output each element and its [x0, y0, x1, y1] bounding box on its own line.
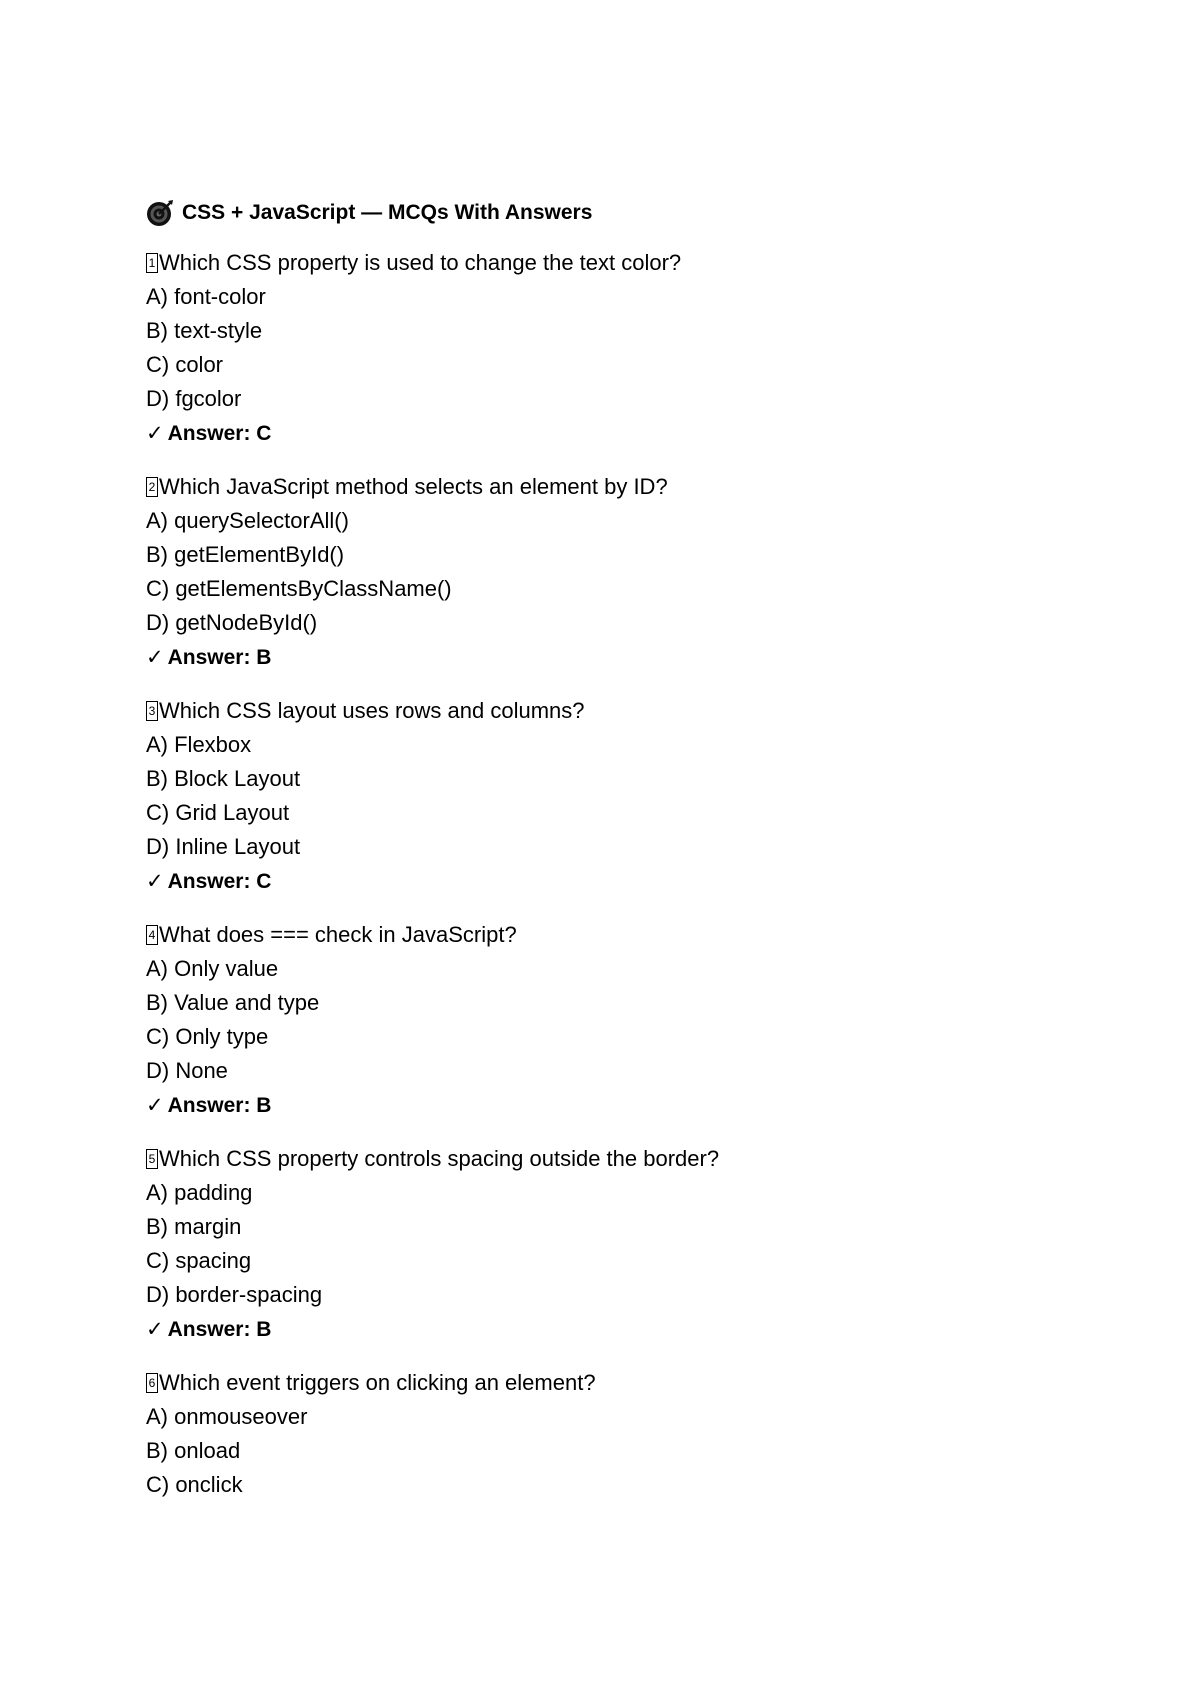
- option-b: B) margin: [146, 1214, 242, 1239]
- document-body: [146, 196, 1106, 1502]
- option-c: C) Only type: [146, 1024, 269, 1049]
- checkmark-icon: ✓: [146, 422, 164, 445]
- option-a: A) onmouseover: [146, 1404, 308, 1429]
- question-number: 5: [146, 1149, 158, 1169]
- spacer: [146, 1350, 1106, 1366]
- answer-text: Answer: B: [167, 646, 272, 669]
- answer-text: Answer: B: [167, 1094, 272, 1117]
- option-c: C) onclick: [146, 1472, 243, 1497]
- spacer: [146, 1126, 1106, 1142]
- option-a: A) Only value: [146, 956, 279, 981]
- checkmark-icon: ✓: [146, 646, 164, 669]
- question-block: [146, 1142, 1106, 1350]
- checkmark-icon: ✓: [146, 1094, 164, 1117]
- option-b: B) Block Layout: [146, 766, 301, 791]
- question-line: [146, 246, 1106, 280]
- question-number: 6: [146, 1373, 158, 1393]
- option-c: C) color: [146, 352, 224, 377]
- answer-line: [146, 1312, 1106, 1350]
- option-d: D) Inline Layout: [146, 834, 301, 859]
- question-line: [146, 1142, 1106, 1176]
- question-text: Which CSS property controls spacing outside the border?: [159, 1146, 720, 1171]
- target-dart-icon: [146, 199, 174, 227]
- option-b: B) onload: [146, 1438, 241, 1463]
- answer-text: Answer: B: [167, 1318, 272, 1341]
- checkmark-icon: ✓: [146, 1318, 164, 1341]
- answer-line: [146, 864, 1106, 902]
- question-block: [146, 694, 1106, 902]
- question-line: [146, 694, 1106, 728]
- question-block: [146, 246, 1106, 454]
- question-text: Which event triggers on clicking an element?: [159, 1370, 596, 1395]
- question-text: Which CSS layout uses rows and columns?: [159, 698, 585, 723]
- answer-line: [146, 1088, 1106, 1126]
- question-text: Which CSS property is used to change the text color?: [159, 250, 682, 275]
- option-d: D) border-spacing: [146, 1282, 323, 1307]
- option-a: A) Flexbox: [146, 732, 252, 757]
- option-d: D) fgcolor: [146, 386, 242, 411]
- answer-text: Answer: C: [167, 422, 272, 445]
- question-block: [146, 470, 1106, 678]
- question-text: Which JavaScript method selects an element by ID?: [159, 474, 668, 499]
- question-line: [146, 470, 1106, 504]
- option-a: A) font-color: [146, 284, 266, 309]
- question-text: What does === check in JavaScript?: [159, 922, 517, 947]
- option-d: D) getNodeById(): [146, 610, 318, 635]
- question-number: 2: [146, 477, 158, 497]
- option-a: A) querySelectorAll(): [146, 508, 349, 533]
- answer-line: [146, 416, 1106, 454]
- question-number: 3: [146, 701, 158, 721]
- checkmark-icon: ✓: [146, 870, 164, 893]
- question-line: [146, 918, 1106, 952]
- option-b: B) getElementById(): [146, 542, 345, 567]
- answer-line: [146, 640, 1106, 678]
- question-number: 1: [146, 253, 158, 273]
- option-a: A) padding: [146, 1180, 253, 1205]
- question-block: [146, 1366, 1106, 1502]
- option-b: B) text-style: [146, 318, 263, 343]
- option-c: C) Grid Layout: [146, 800, 290, 825]
- question-number: 4: [146, 925, 158, 945]
- option-c: C) getElementsByClassName(): [146, 576, 452, 601]
- document-title: [146, 196, 1106, 230]
- spacer: [146, 902, 1106, 918]
- option-c: C) spacing: [146, 1248, 252, 1273]
- option-d: D) None: [146, 1058, 228, 1083]
- spacer: [146, 454, 1106, 470]
- spacer: [146, 678, 1106, 694]
- option-b: B) Value and type: [146, 990, 320, 1015]
- answer-text: Answer: C: [167, 870, 272, 893]
- document-title-text: CSS + JavaScript — MCQs With Answers: [182, 201, 593, 224]
- question-block: [146, 918, 1106, 1126]
- question-line: [146, 1366, 1106, 1400]
